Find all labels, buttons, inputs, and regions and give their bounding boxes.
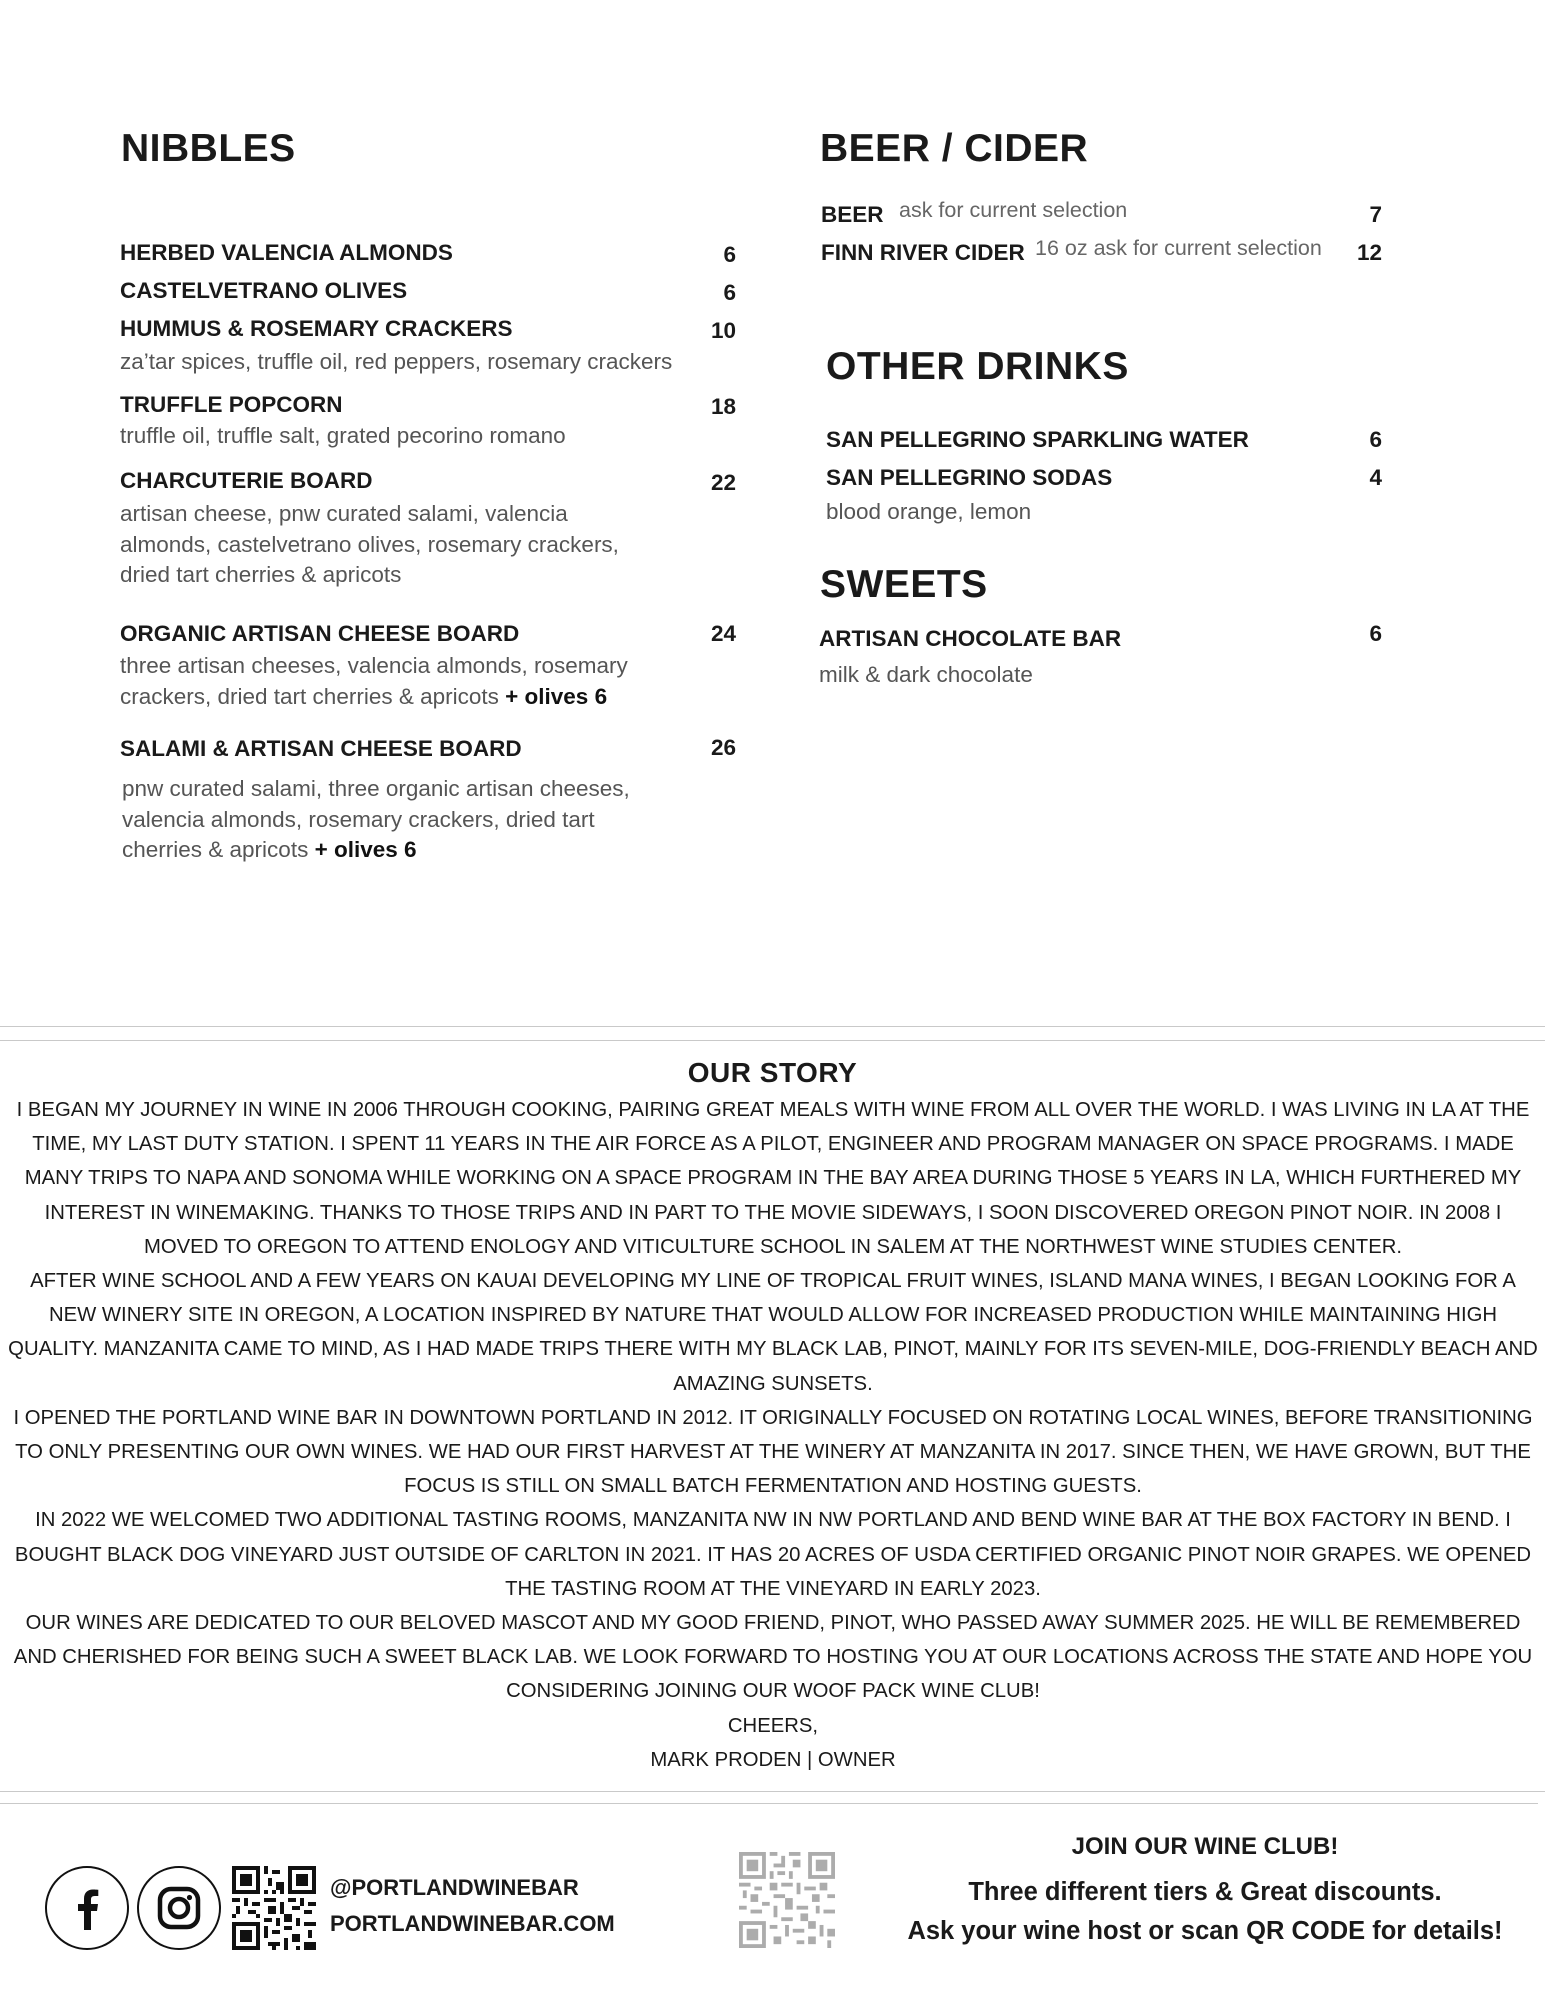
menu-item-description: three artisan cheeses, valencia almonds, rosemary crackers, dried tart cherries & apricots + olives 6 xyxy=(120,653,628,709)
menu-item-note: ask for current selection xyxy=(899,198,1128,222)
story-title: OUR STORY xyxy=(687,1057,858,1088)
story-signature: MARK PRODEN | OWNER xyxy=(650,1748,896,1771)
addon-olives: + olives 6 xyxy=(314,837,417,862)
story-border-top-step xyxy=(1452,1026,1545,1027)
instagram-button[interactable] xyxy=(137,1866,221,1950)
story-border-bottom-inner xyxy=(0,1791,1545,1792)
story-paragraph: AFTER WINE SCHOOL AND A FEW YEARS ON KAUAI DEVELOPING MY LINE OF TROPICAL FRUIT WINES, ISLAND MANA WINES, I BEGAN LOOKING FOR A NEW WINERY SITE IN OREGON, A LOCATION INSPIRED BY NATURE THAT WOULD ALLOW FOR INCREASED PRODUCTION WHILE MAINTAINING HIGH QUALITY. MANZANITA CAME TO MIND, AS I HAD MADE TRIPS THERE WITH MY BLACK LAB, PINOT, MAINLY FOR ITS SEVEN-MILE, DOG-FRIENDLY BEACH AND AMAZING SUNSETS. xyxy=(8,1270,1538,1395)
menu-item-price: 4 xyxy=(1369,465,1382,490)
qr-code-icon[interactable] xyxy=(232,1866,316,1950)
menu-item-price: 6 xyxy=(723,280,736,305)
menu-item-price: 18 xyxy=(710,394,736,419)
wine-club-title: JOIN OUR WINE CLUB! xyxy=(1071,1833,1339,1860)
menu-item-price: 6 xyxy=(1369,621,1382,646)
menu-item-name: CASTELVETRANO OLIVES xyxy=(120,278,408,303)
story-border-top-outer xyxy=(0,1026,1452,1027)
story-text xyxy=(8,1093,1538,1777)
menu-item-price: 26 xyxy=(710,735,736,760)
menu-item-name: TRUFFLE POPCORN xyxy=(120,392,343,417)
menu-item-name: CHARCUTERIE BOARD xyxy=(120,468,373,493)
menu-item-price: 7 xyxy=(1369,202,1382,227)
menu-item-price: 24 xyxy=(710,621,736,646)
menu-item-description: truffle oil, truffle salt, grated pecorino romano xyxy=(120,423,566,448)
menu-item-note: 16 oz ask for current selection xyxy=(1035,236,1322,260)
instagram-icon xyxy=(139,1868,219,1948)
nibbles-title: NIBBLES xyxy=(121,127,296,170)
menu-item-name: HUMMUS & ROSEMARY CRACKERS xyxy=(120,316,513,341)
story-border-top-inner xyxy=(0,1040,1545,1041)
story-paragraph: I BEGAN MY JOURNEY IN WINE IN 2006 THROUGH COOKING, PAIRING GREAT MEALS WITH WINE FROM ALL OVER THE WORLD. I WAS LIVING IN LA AT THE TIME, MY LAST DUTY STATION. I SPENT 11 YEARS IN THE AIR FORCE AS A PILOT, ENGINEER AND PROGRAM MANAGER ON SPACE PROGRAMS. I MADE MANY TRIPS TO NAPA AND SONOMA WHILE WORKING ON A SPACE PROGRAM IN THE BAY AREA DURING THOSE 5 YEARS IN LA, WHICH FURTHERED MY INTEREST IN WINEMAKING. THANKS TO THOSE TRIPS AND IN PART TO THE MOVIE SIDEWAYS, I SOON DISCOVERED OREGON PINOT NOIR. IN 2008 I MOVED TO OREGON TO ATTEND ENOLOGY AND VITICULTURE SCHOOL IN SALEM AT THE NORTHWEST WINE STUDIES CENTER. xyxy=(16,1099,1530,1258)
story-paragraph: OUR WINES ARE DEDICATED TO OUR BELOVED MASCOT AND MY GOOD FRIEND, PINOT, WHO PASSED AWAY SUMMER 2025. HE WILL BE REMEMBERED AND CHERISHED FOR BEING SUCH A SWEET BLACK LAB. WE LOOK FORWARD TO HOSTING YOU AT OUR LOCATIONS ACROSS THE STATE AND HOPE YOU CONSIDERING JOINING OUR WOOF PACK WINE CLUB! xyxy=(13,1612,1533,1703)
menu-item-name: HERBED VALENCIA ALMONDS xyxy=(120,240,453,265)
menu-item-description: za’tar spices, truffle oil, red peppers, rosemary crackers xyxy=(120,349,673,374)
menu-item-name: FINN RIVER CIDER xyxy=(821,240,1025,265)
menu-item-description: milk & dark chocolate xyxy=(819,662,1033,687)
menu-item-description: blood orange, lemon xyxy=(826,499,1032,524)
menu-item-description: artisan cheese, pnw curated salami, valencia almonds, castelvetrano olives, rosemary crackers, dried tart cherries & apricots xyxy=(120,501,619,587)
wine-club-qr-code-icon[interactable] xyxy=(739,1852,835,1948)
facebook-icon xyxy=(47,1868,127,1948)
story-paragraph: IN 2022 WE WELCOMED TWO ADDITIONAL TASTING ROOMS, MANZANITA NW IN NW PORTLAND AND BEND WINE BAR AT THE BOX FACTORY IN BEND. I BOUGHT BLACK DOG VINEYARD JUST OUTSIDE OF CARLTON IN 2021. IT HAS 20 ACRES OF USDA CERTIFIED ORGANIC PINOT NOIR GRAPES. WE OPENED THE TASTING ROOM AT THE VINEYARD IN EARLY 2023. xyxy=(14,1509,1532,1600)
wine-club-line-2: Ask your wine host or scan QR CODE for details! xyxy=(907,1917,1503,1945)
menu-item-price: 12 xyxy=(1356,240,1382,265)
menu-item-price: 10 xyxy=(710,318,736,343)
menu-item-name: BEER xyxy=(821,202,884,227)
social-handle[interactable]: @PORTLANDWINEBAR xyxy=(330,1875,579,1900)
menu-item-name: SAN PELLEGRINO SODAS xyxy=(826,465,1113,490)
menu-item-description: pnw curated salami, three organic artisan cheeses, valencia almonds, rosemary crackers, dried tart cherries & apricots + olives 6 xyxy=(122,776,630,862)
menu-item-price: 6 xyxy=(723,242,736,267)
menu-item-price: 6 xyxy=(1369,427,1382,452)
menu-item-name: SALAMI & ARTISAN CHEESE BOARD xyxy=(120,736,522,761)
menu-item-name: SAN PELLEGRINO SPARKLING WATER xyxy=(826,427,1249,452)
story-paragraph: I OPENED THE PORTLAND WINE BAR IN DOWNTOWN PORTLAND IN 2012. IT ORIGINALLY FOCUSED ON ROTATING LOCAL WINES, BEFORE TRANSITIONING TO ONLY PRESENTING OUR OWN WINES. WE HAD OUR FIRST HARVEST AT THE WINERY AT MANZANITA IN 2017. SINCE THEN, WE HAVE GROWN, BUT THE FOCUS IS STILL ON SMALL BATCH FERMENTATION AND HOSTING GUESTS. xyxy=(13,1406,1533,1498)
sweets-title: SWEETS xyxy=(820,563,988,606)
menu-item-name: ORGANIC ARTISAN CHEESE BOARD xyxy=(120,621,520,646)
menu-item-price: 22 xyxy=(710,470,736,495)
facebook-button[interactable] xyxy=(45,1866,129,1950)
menu-item-name: ARTISAN CHOCOLATE BAR xyxy=(819,626,1122,651)
other-drinks-title: OTHER DRINKS xyxy=(826,345,1129,388)
addon-olives: + olives 6 xyxy=(505,683,608,709)
wine-club-line-1: Three different tiers & Great discounts. xyxy=(968,1878,1442,1906)
story-closing: CHEERS, xyxy=(727,1714,819,1737)
beer-cider-title: BEER / CIDER xyxy=(820,127,1089,170)
website-link[interactable]: PORTLANDWINEBAR.COM xyxy=(330,1911,615,1936)
story-border-bottom-outer xyxy=(0,1803,1538,1804)
